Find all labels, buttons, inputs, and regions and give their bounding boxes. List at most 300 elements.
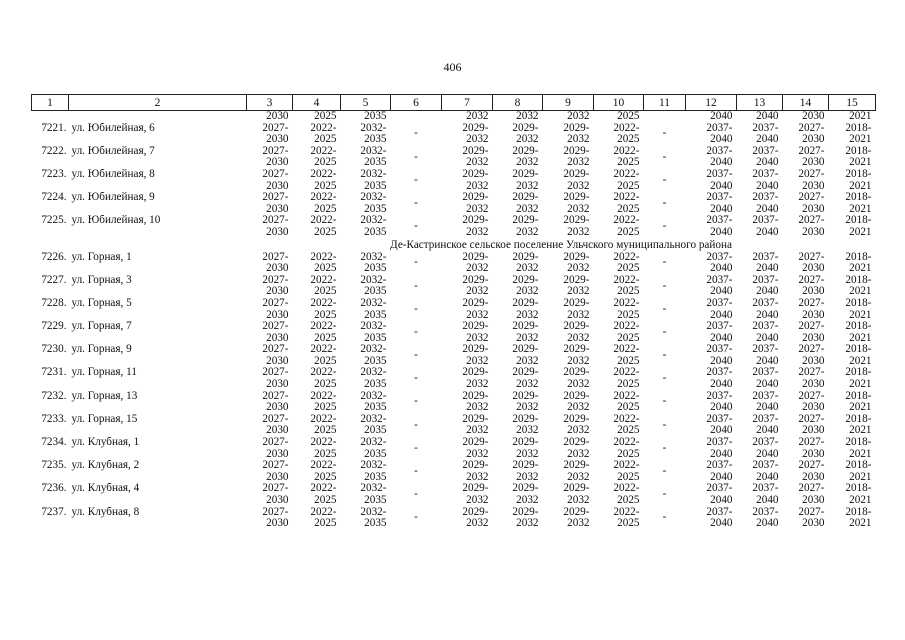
column-header-13: 13 [737,95,783,111]
row-number: 7227. [41,274,67,286]
period-line: 2032 [567,156,590,169]
period-line: 2029- [563,413,590,425]
period-line: 2030 [802,225,825,238]
dash-cell: - [414,173,418,186]
period-line: 2040 [756,262,779,275]
period-line: 2030 [802,517,825,530]
table-row [32,215,876,238]
period-line: 2035 [364,285,387,298]
period-cell-c10 [594,391,644,414]
period-cell-c15 [829,169,876,192]
period-line: 2035 [364,331,387,344]
period-cell-c15 [829,460,876,483]
period-line: 2032- [360,506,387,518]
period-line: 2025 [617,202,640,215]
period-line: 2040 [756,179,779,192]
period-line: 2032- [360,215,387,227]
period-cell-c13 [737,391,783,414]
period-line: 2030 [802,447,825,460]
period-line: 2029- [462,483,489,495]
dash-cell: - [662,395,667,408]
period-line: 2025 [314,202,337,215]
carry-cell: 2030 [802,110,825,122]
period-line: 2029- [563,390,590,402]
period-cell-c5 [341,437,391,460]
period-line: 2040 [756,494,779,506]
period-cell-c9 [543,252,594,275]
period-line: 2021 [849,225,872,238]
period-cell-c13 [737,169,783,192]
period-line: 2037- [706,168,733,180]
period-line: 2040 [710,331,733,344]
period-line: 2040 [756,225,779,238]
period-line: 2032- [360,367,387,379]
row-address: ул. Юбилейная, 6 [71,122,155,134]
period-cell-c9 [543,123,594,146]
period-line: 2021 [849,202,872,215]
period-cell-c9 [543,192,594,215]
dash-cell: - [414,349,418,362]
period-line: 2022- [613,413,640,425]
dash-cell: - [414,395,418,408]
period-line: 2035 [364,401,387,414]
period-cell-c4 [293,192,341,215]
period-line: 2029- [563,251,590,263]
period-line: 2029- [462,168,489,180]
dash-cell: - [662,441,667,454]
period-line: 2030 [802,133,825,146]
period-line: 2032 [516,354,539,367]
carry-cell [391,111,442,123]
period-line: 2022- [613,321,640,333]
period-line: 2029- [563,192,590,204]
period-cell-c5 [341,344,391,367]
period-cell-c15 [829,321,876,344]
carry-cell: 2025 [617,110,640,122]
period-line: 2022- [613,251,640,263]
period-cell-c15 [829,344,876,367]
period-cell-c3 [247,483,293,506]
dash-cell: - [662,256,667,269]
period-line: 2027- [262,506,289,518]
period-cell-c14 [783,367,829,390]
period-line: 2032 [516,494,539,506]
period-line: 2029- [512,192,539,204]
row-address: ул. Клубная, 2 [71,460,140,472]
column-header-1: 1 [32,95,69,111]
period-line: 2032 [567,331,590,344]
period-line: 2027- [798,437,825,449]
period-cell-c7 [442,298,493,321]
period-line: 2025 [617,331,640,344]
period-line: 2027- [262,390,289,402]
period-cell-c13 [737,192,783,215]
period-cell-c12 [686,344,737,367]
row-number: 7233. [41,413,67,425]
period-line: 2037- [752,251,779,263]
period-cell-c14 [783,215,829,238]
period-line: 2032- [360,297,387,309]
period-line: 2032 [466,354,489,367]
table-row [32,344,876,367]
period-line: 2021 [849,308,872,321]
schedule-table [31,94,876,530]
period-line: 2040 [710,225,733,238]
period-cell-c14 [783,123,829,146]
period-cell-c7 [442,169,493,192]
period-cell-c13 [737,460,783,483]
period-line: 2032- [360,483,387,495]
period-line: 2029- [512,122,539,134]
period-cell-c10 [594,215,644,238]
period-cell-c9 [543,414,594,437]
column-header-11: 11 [644,95,686,111]
column-header-9: 9 [543,95,594,111]
table-row [32,321,876,344]
column-header-14: 14 [783,95,829,111]
period-line: 2025 [617,262,640,275]
period-line: 2022- [613,168,640,180]
row-address: ул. Горная, 3 [71,274,132,286]
period-line: 2022- [310,367,337,379]
period-line: 2029- [563,460,590,472]
period-cell-c12 [686,460,737,483]
period-line: 2030 [266,285,289,298]
period-line: 2040 [756,156,779,169]
period-cell-c8 [493,215,543,238]
dash-cell: - [662,220,667,233]
period-line: 2022- [310,215,337,227]
period-line: 2032 [567,424,590,437]
period-line: 2035 [364,517,387,530]
carry-cell: 2032 [466,110,489,122]
row-number: 7224. [41,192,67,204]
period-line: 2030 [266,179,289,192]
period-cell-c13 [737,367,783,390]
period-cell-c12 [686,215,737,238]
period-line: 2035 [364,354,387,367]
row-number: 7225. [41,215,67,227]
table-row [32,414,876,437]
period-cell-c14 [783,146,829,169]
period-line: 2037- [706,215,733,227]
period-line: 2040 [756,517,779,530]
period-line: 2029- [462,215,489,227]
period-cell-c13 [737,321,783,344]
period-line: 2025 [314,285,337,298]
period-cell-c10 [594,146,644,169]
period-line: 2030 [802,156,825,169]
period-line: 2032- [360,437,387,449]
period-line: 2032 [466,517,489,530]
period-line: 2032 [516,401,539,414]
column-header-6: 6 [391,95,442,111]
period-line: 2018- [845,506,872,518]
period-line: 2037- [706,437,733,449]
period-line: 2022- [613,460,640,472]
period-cell-c15 [829,123,876,146]
period-cell-c5 [341,391,391,414]
period-line: 2035 [364,378,387,391]
period-line: 2027- [262,145,289,157]
period-line: 2037- [706,297,733,309]
period-line: 2027- [262,413,289,425]
period-line: 2030 [802,494,825,506]
period-line: 2040 [756,447,779,460]
period-line: 2027- [798,390,825,402]
period-line: 2032- [360,390,387,402]
row-address: ул. Горная, 7 [71,321,132,333]
period-cell-c9 [543,344,594,367]
period-cell-c14 [783,275,829,298]
period-line: 2037- [752,297,779,309]
period-line: 2032 [516,262,539,275]
period-line: 2021 [849,424,872,437]
period-line: 2029- [462,192,489,204]
period-line: 2025 [314,262,337,275]
period-line: 2032 [466,470,489,483]
period-cell-c10 [594,192,644,215]
period-line: 2032 [567,401,590,414]
period-line: 2027- [798,367,825,379]
carry-cell: 2032 [567,110,590,122]
period-line: 2037- [706,344,733,356]
table-row [32,391,876,414]
period-cell-c9 [543,169,594,192]
period-line: 2027- [262,215,289,227]
period-line: 2037- [752,367,779,379]
period-cell-c7 [442,344,493,367]
period-line: 2029- [462,437,489,449]
period-line: 2037- [706,390,733,402]
period-line: 2021 [849,285,872,298]
period-line: 2032- [360,344,387,356]
period-cell-c12 [686,169,737,192]
table-row [32,252,876,275]
period-line: 2027- [262,274,289,286]
period-line: 2037- [752,460,779,472]
period-line: 2027- [798,145,825,157]
period-line: 2022- [613,215,640,227]
period-line: 2040 [710,202,733,215]
period-cell-c15 [829,507,876,530]
row-number: 7229. [41,321,67,333]
dash-cell: - [662,325,667,338]
period-line: 2037- [706,483,733,495]
period-line: 2029- [563,344,590,356]
period-cell-c12 [686,298,737,321]
period-line: 2022- [613,437,640,449]
period-line: 2030 [266,202,289,215]
period-line: 2040 [710,262,733,275]
row-number: 7237. [41,506,67,518]
period-cell-c7 [442,192,493,215]
period-line: 2037- [706,274,733,286]
period-line: 2030 [802,331,825,344]
period-cell-c5 [341,275,391,298]
period-line: 2018- [845,274,872,286]
period-line: 2037- [706,145,733,157]
period-line: 2029- [512,274,539,286]
period-line: 2037- [706,506,733,518]
period-line: 2032 [516,156,539,169]
period-cell-c5 [341,367,391,390]
period-line: 2032- [360,251,387,263]
dash-cell: - [414,127,418,140]
period-line: 2035 [364,156,387,169]
dash-cell: - [662,511,667,524]
period-cell-c12 [686,252,737,275]
period-cell-c3 [247,507,293,530]
period-line: 2018- [845,122,872,134]
period-line: 2035 [364,447,387,460]
period-cell-c3 [247,192,293,215]
period-cell-c3 [247,321,293,344]
period-line: 2040 [710,308,733,321]
period-line: 2027- [798,168,825,180]
period-cell-c5 [341,252,391,275]
period-line: 2029- [512,215,539,227]
column-header-2: 2 [69,95,247,111]
period-cell-c12 [686,123,737,146]
period-cell-c10 [594,123,644,146]
period-line: 2035 [364,202,387,215]
period-line: 2018- [845,483,872,495]
period-line: 2022- [310,251,337,263]
period-cell-c10 [594,298,644,321]
period-cell-c5 [341,215,391,238]
period-cell-c12 [686,483,737,506]
period-line: 2027- [262,251,289,263]
row-address: ул. Юбилейная, 8 [71,168,155,180]
period-line: 2032- [360,274,387,286]
period-line: 2027- [798,122,825,134]
dash-cell: - [662,173,667,186]
period-cell-c8 [493,275,543,298]
period-line: 2037- [752,437,779,449]
period-cell-c13 [737,437,783,460]
period-line: 2029- [462,413,489,425]
period-cell-c5 [341,460,391,483]
dash-cell: - [414,325,418,338]
period-cell-c15 [829,367,876,390]
period-line: 2029- [462,251,489,263]
period-line: 2027- [262,192,289,204]
period-line: 2040 [756,331,779,344]
period-line: 2029- [462,297,489,309]
period-cell-c14 [783,483,829,506]
period-cell-c5 [341,483,391,506]
period-cell-c4 [293,169,341,192]
period-cell-c3 [247,298,293,321]
dash-cell: - [414,372,418,385]
period-cell-c12 [686,507,737,530]
period-line: 2022- [310,344,337,356]
period-cell-c5 [341,123,391,146]
period-cell-c7 [442,507,493,530]
period-line: 2035 [364,308,387,321]
period-line: 2030 [266,331,289,344]
period-line: 2040 [710,133,733,146]
table-row [32,192,876,215]
period-line: 2035 [364,225,387,238]
period-line: 2025 [314,179,337,192]
period-cell-c4 [293,391,341,414]
dash-cell: - [414,465,418,478]
period-cell-c13 [737,344,783,367]
period-cell-c8 [493,146,543,169]
period-line: 2029- [462,122,489,134]
period-line: 2025 [314,517,337,530]
period-line: 2032 [466,202,489,215]
page-number: 406 [443,60,462,74]
period-cell-c10 [594,321,644,344]
period-line: 2029- [512,344,539,356]
period-cell-c9 [543,437,594,460]
period-line: 2030 [266,225,289,238]
period-line: 2025 [617,179,640,192]
period-line: 2021 [849,133,872,146]
period-cell-c15 [829,215,876,238]
period-cell-c3 [247,215,293,238]
period-cell-c13 [737,123,783,146]
row-number: 7232. [41,390,67,402]
period-line: 2040 [756,401,779,414]
period-line: 2030 [266,470,289,483]
period-cell-c4 [293,367,341,390]
period-line: 2040 [710,401,733,414]
period-line: 2029- [563,506,590,518]
dash-cell: - [414,302,418,315]
period-line: 2025 [617,225,640,238]
period-line: 2030 [266,424,289,437]
period-line: 2032 [516,202,539,215]
period-line: 2029- [512,413,539,425]
period-line: 2027- [262,321,289,333]
row-number: 7234. [41,437,67,449]
period-cell-c4 [293,414,341,437]
period-line: 2032 [516,517,539,530]
period-cell-c5 [341,507,391,530]
period-line: 2040 [756,308,779,321]
period-line: 2025 [617,156,640,169]
period-line: 2040 [710,179,733,192]
period-line: 2029- [563,437,590,449]
period-line: 2032- [360,192,387,204]
row-address: ул. Юбилейная, 7 [71,145,155,157]
period-line: 2029- [512,297,539,309]
period-cell-c4 [293,344,341,367]
period-cell-c3 [247,391,293,414]
period-cell-c15 [829,483,876,506]
period-line: 2037- [706,122,733,134]
period-line: 2040 [710,517,733,530]
period-cell-c13 [737,507,783,530]
period-line: 2025 [617,494,640,506]
period-cell-c7 [442,437,493,460]
dash-cell: - [414,196,418,209]
period-cell-c5 [341,414,391,437]
period-line: 2037- [752,215,779,227]
period-cell-c14 [783,169,829,192]
row-number: 7226. [41,251,67,263]
period-line: 2025 [617,424,640,437]
period-line: 2029- [512,145,539,157]
column-header-8: 8 [493,95,543,111]
row-address: ул. Юбилейная, 9 [71,192,155,204]
row-address: ул. Горная, 9 [71,344,132,356]
period-line: 2027- [262,483,289,495]
